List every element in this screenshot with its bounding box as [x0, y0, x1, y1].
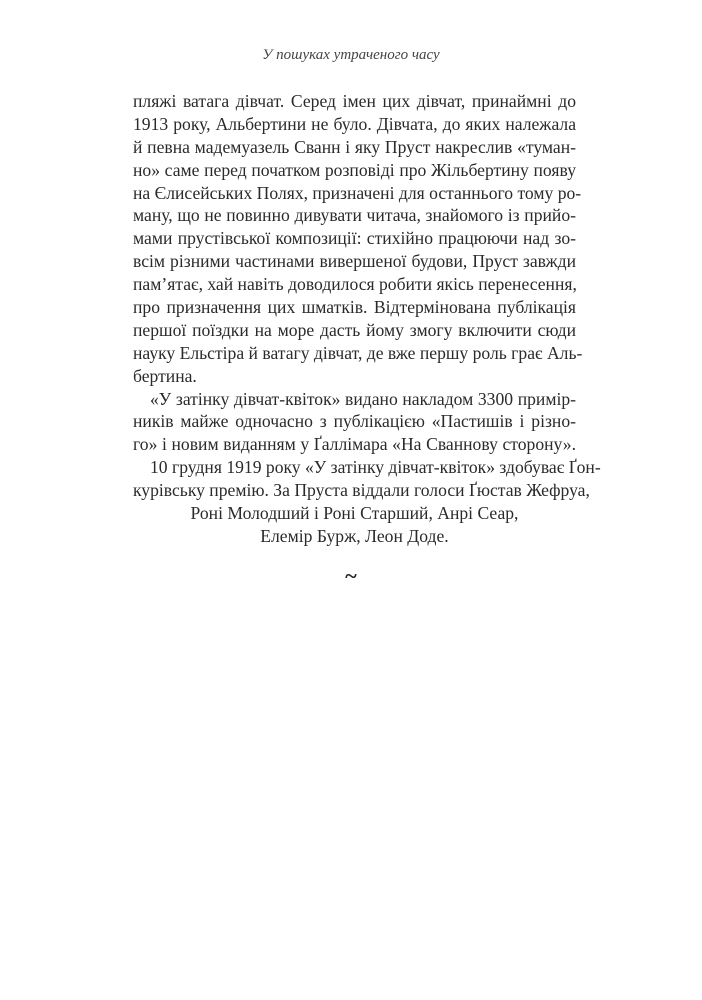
text-line: 1913 року, Альбертини не було. Дівчата, до яких належала: [133, 113, 576, 134]
text-line: пляжі ватага дівчат. Серед імен цих дівчат, принаймні до: [133, 91, 576, 111]
text-line: на Єлисейських Полях, призначені для останнього тому ро-: [133, 182, 582, 203]
text-line: науку Ельстіра й ватагу дівчат, де вже першу роль грає Аль-: [133, 342, 583, 363]
text-line: но» саме перед початком розповіді про Жільбертину появу: [133, 159, 576, 180]
tilde-flourish-icon: ~: [345, 563, 357, 588]
text-line: ману, що не повинно дивувати читача, знайомого із прийо-: [133, 205, 576, 226]
text-line: «У затінку дівчат-квіток» видано накладом 3300 примір-: [150, 388, 576, 409]
text-line: й певна мадемуазель Сванн і яку Пруст накреслив «туман-: [133, 136, 576, 157]
text-line: Елемір Бурж, Леон Доде.: [260, 525, 449, 546]
running-header: У пошуках утраченого часу: [262, 47, 440, 63]
text-line: всім різними частинами вивершеної будови, Пруст завжди: [133, 251, 576, 272]
text-line: Роні Молодший і Роні Старший, Анрі Сеар,: [190, 503, 519, 524]
text-line: бертина.: [133, 365, 197, 386]
body-text: [133, 90, 601, 548]
text-line: 10 грудня 1919 року «У затінку дівчат-квіток» здобуває Ґон-: [150, 457, 601, 478]
text-line: першої поїздки на море дасть йому змогу включити сюди: [133, 319, 576, 340]
text-line: го» і новим виданням у Ґаллімара «На Сваннову сторону».: [133, 434, 576, 455]
text-line: про призначення цих шматків. Відтермінована публікація: [133, 297, 576, 318]
text-line: ників майже одночасно з публікацією «Пастишів і різно-: [133, 411, 576, 432]
text-line: мами прустівської композиції: стихійно працюючи над зо-: [133, 228, 576, 249]
text-line: пам’ятає, хай навіть доводилося робити якісь перенесення,: [133, 274, 577, 295]
text-line: курівську премію. За Пруста віддали голоси Ґюстав Жефруа,: [133, 480, 590, 501]
